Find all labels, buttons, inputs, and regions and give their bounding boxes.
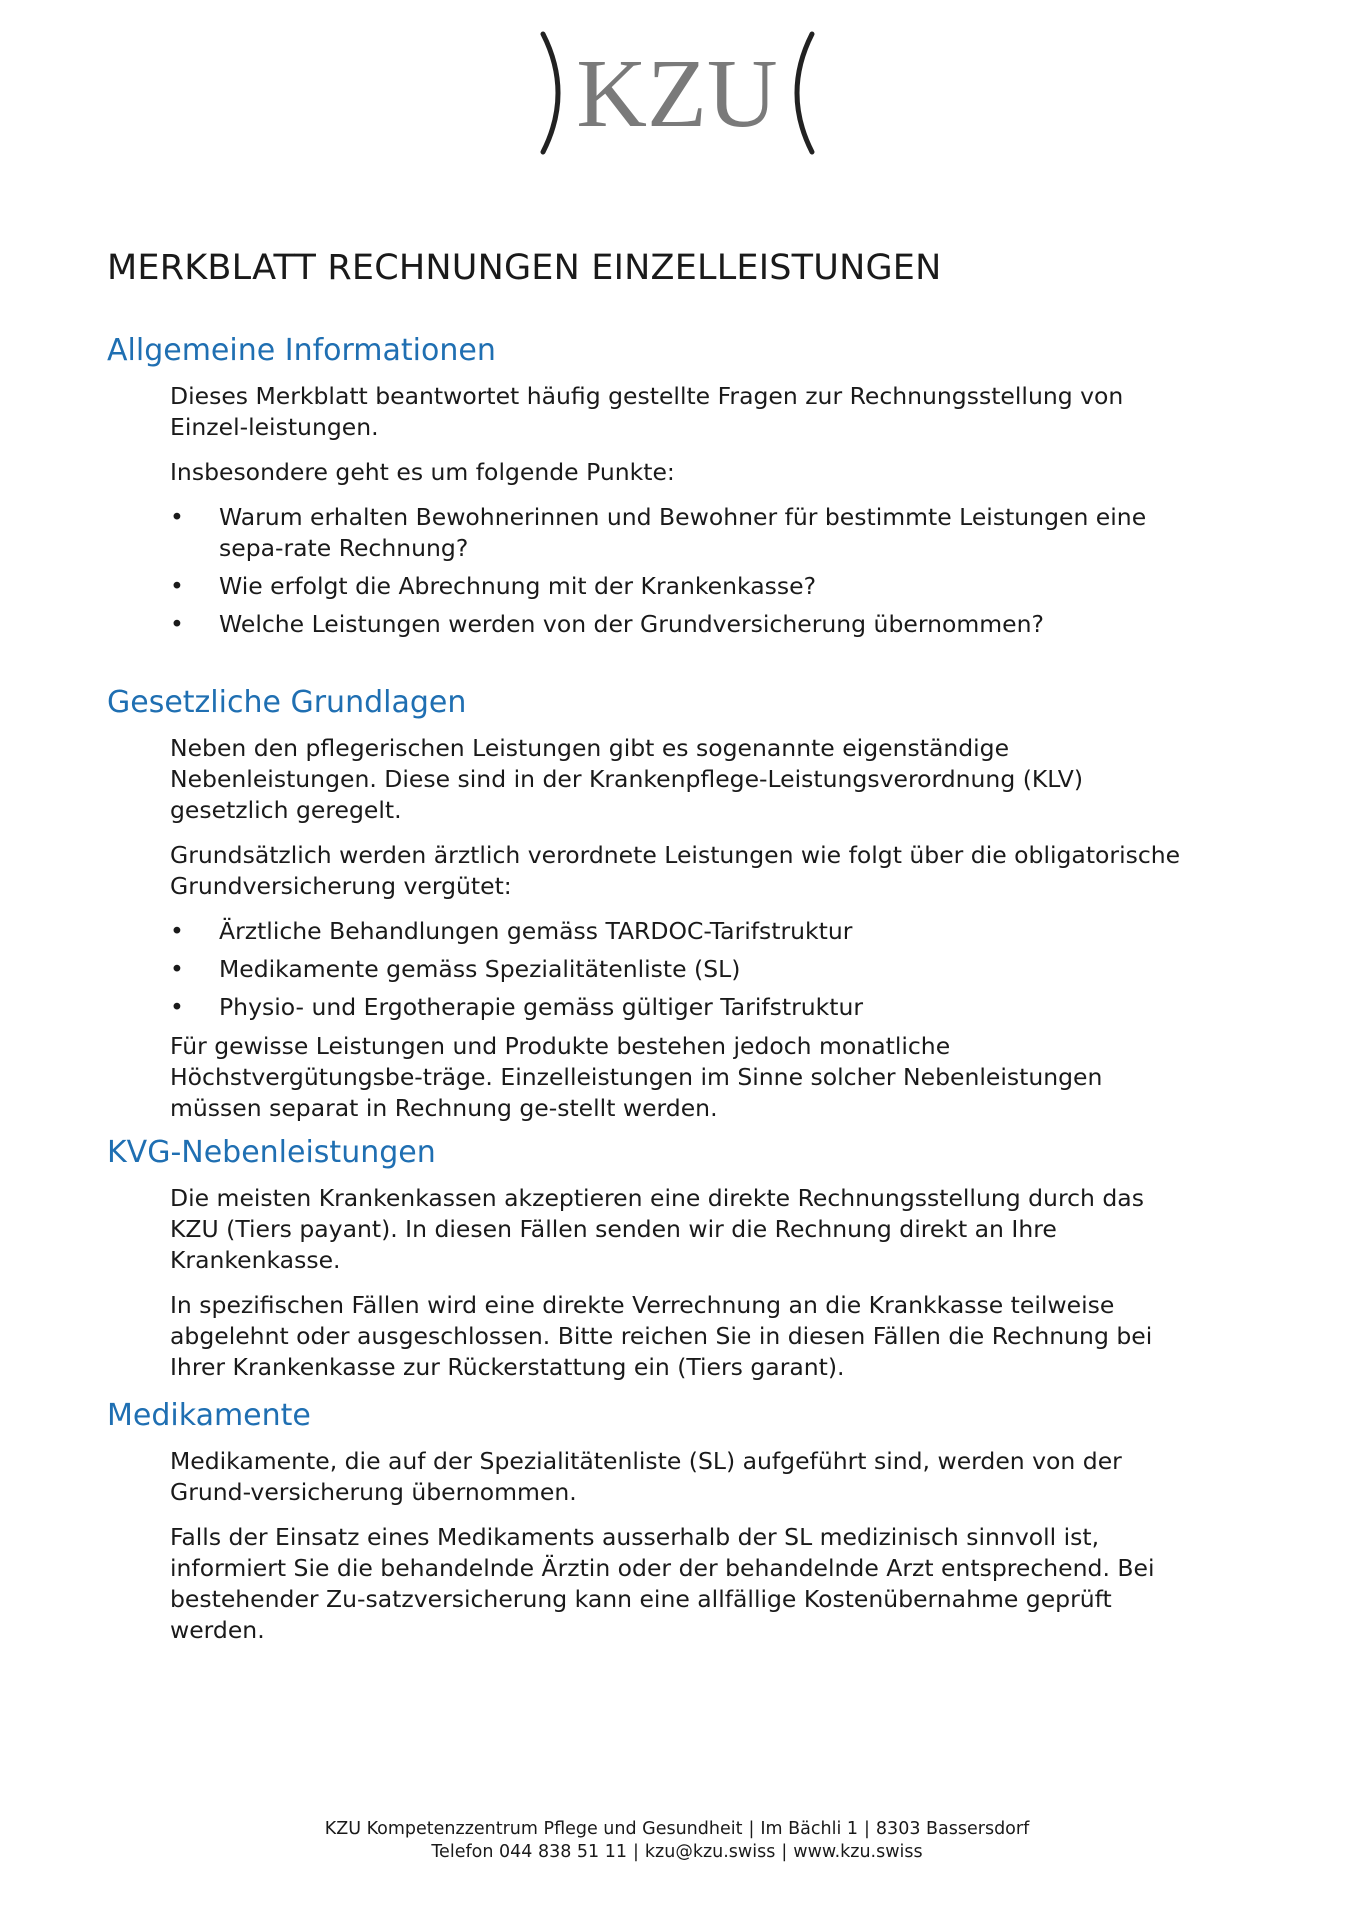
bullet-text: Ärztliche Behandlungen gemäss TARDOC-Tarifstruktur [219, 917, 853, 945]
bullet-icon: • [170, 955, 184, 983]
footer-street: Im Bächli 1 [760, 1819, 859, 1839]
footer-website-link[interactable]: www.kzu.swiss [793, 1842, 923, 1862]
section-heading: Medikamente [107, 1398, 311, 1433]
bullet-item [170, 954, 1190, 985]
footer-separator: | [864, 1819, 870, 1839]
section-heading: Gesetzliche Grundlagen [107, 685, 467, 720]
section-allgemeine-informationen [107, 333, 1267, 648]
page-footer [0, 1818, 1354, 1864]
bullet-text: Medikamente gemäss Spezialitätenliste (SL) [219, 955, 741, 983]
section-heading: Allgemeine Informationen [107, 333, 496, 368]
footer-email-link[interactable]: kzu@kzu.swiss [644, 1842, 776, 1862]
footer-separator: | [781, 1842, 788, 1862]
bullet-list [170, 502, 1190, 640]
section-heading: KVG-Nebenleistungen [107, 1135, 436, 1170]
paragraph: Medikamente, die auf der Spezialitätenliste (SL) aufgeführt sind, werden von der Grund-versicherung übernommen. [170, 1447, 1122, 1506]
document-title: MERKBLATT RECHNUNGEN EINZELLEISTUNGEN [107, 248, 942, 288]
section-medikamente [107, 1398, 1267, 1660]
bullet-icon: • [170, 503, 184, 531]
section-body [170, 1183, 1190, 1383]
footer-contact-line [0, 1841, 1354, 1864]
section-gesetzliche-grundlagen [107, 685, 1267, 1124]
bullet-item [170, 609, 1190, 640]
paragraph: Neben den pflegerischen Leistungen gibt es sogenannte eigenständige Nebenleistungen. Diese sind in der Krankenpflege-Leistungsverordnung (KLV) gesetzlich geregelt. [170, 734, 1084, 824]
paragraph: Insbesondere geht es um folgende Punkte: [170, 458, 675, 486]
bullet-text: Physio- und Ergotherapie gemäss gültiger Tarifstruktur [219, 993, 864, 1021]
bullet-item [170, 502, 1190, 564]
bullet-text: Wie erfolgt die Abrechnung mit der Krankenkasse? [219, 572, 817, 600]
logo-left-bracket [543, 34, 558, 152]
logo-right-bracket [797, 34, 812, 152]
section-body [170, 733, 1190, 1124]
bullet-text: Welche Leistungen werden von der Grundversicherung übernommen? [219, 610, 1044, 638]
paragraph: In spezifischen Fällen wird eine direkte Verrechnung an die Krankkasse teilweise abgelehnt oder ausgeschlossen. Bitte reichen Sie in diesen Fällen die Rechnung bei Ihrer Krankenkasse zur Rückerstattung ein (Tiers garant). [170, 1291, 1153, 1381]
logo-text: KZU [576, 40, 778, 148]
section-body [170, 1446, 1190, 1646]
bullet-icon: • [170, 610, 184, 638]
bullet-item [170, 916, 1190, 947]
paragraph: Falls der Einsatz eines Medikaments ausserhalb der SL medizinisch sinnvoll ist, informiert Sie die behandelnde Ärztin oder der behandelnde Arzt entsprechend. Bei bestehender Zu-satzversicherung kann eine allfällige Kostenübernahme geprüft werden. [170, 1523, 1155, 1644]
footer-separator: | [748, 1819, 755, 1839]
bullet-icon: • [170, 917, 184, 945]
footer-address-line [0, 1818, 1354, 1841]
paragraph: Für gewisse Leistungen und Produkte bestehen jedoch monatliche Höchstvergütungsbe-träge. Einzelleistungen im Sinne solcher Nebenleistungen müssen separat in Rechnung ge-stellt werden. [170, 1032, 1103, 1122]
bullet-text: Warum erhalten Bewohnerinnen und Bewohner für bestimmte Leistungen eine sepa-rate Rechnung? [219, 503, 1147, 562]
kzu-logo [535, 28, 820, 158]
bullet-icon: • [170, 572, 184, 600]
footer-organization: KZU Kompetenzzentrum Pflege und Gesundheit [324, 1819, 743, 1839]
section-body [170, 381, 1190, 640]
paragraph: Dieses Merkblatt beantwortet häufig gestellte Fragen zur Rechnungsstellung von Einzel-leistungen. [170, 382, 1124, 441]
bullet-icon: • [170, 993, 184, 1021]
bullet-list [170, 916, 1190, 1023]
footer-separator: | [633, 1842, 639, 1862]
kzu-logo-graphic [535, 28, 820, 158]
paragraph: Die meisten Krankenkassen akzeptieren eine direkte Rechnungsstellung durch das KZU (Tiers payant). In diesen Fällen senden wir die Rechnung direkt an Ihre Krankenkasse. [170, 1184, 1144, 1274]
bullet-item [170, 571, 1190, 602]
footer-city: 8303 Bassersdorf [875, 1819, 1030, 1839]
bullet-item [170, 992, 1190, 1023]
section-kvg-nebenleistungen [107, 1135, 1267, 1397]
footer-phone: Telefon 044 838 51 11 [431, 1842, 628, 1862]
paragraph: Grundsätzlich werden ärztlich verordnete Leistungen wie folgt über die obligatorische Grundversicherung vergütet: [170, 841, 1181, 900]
